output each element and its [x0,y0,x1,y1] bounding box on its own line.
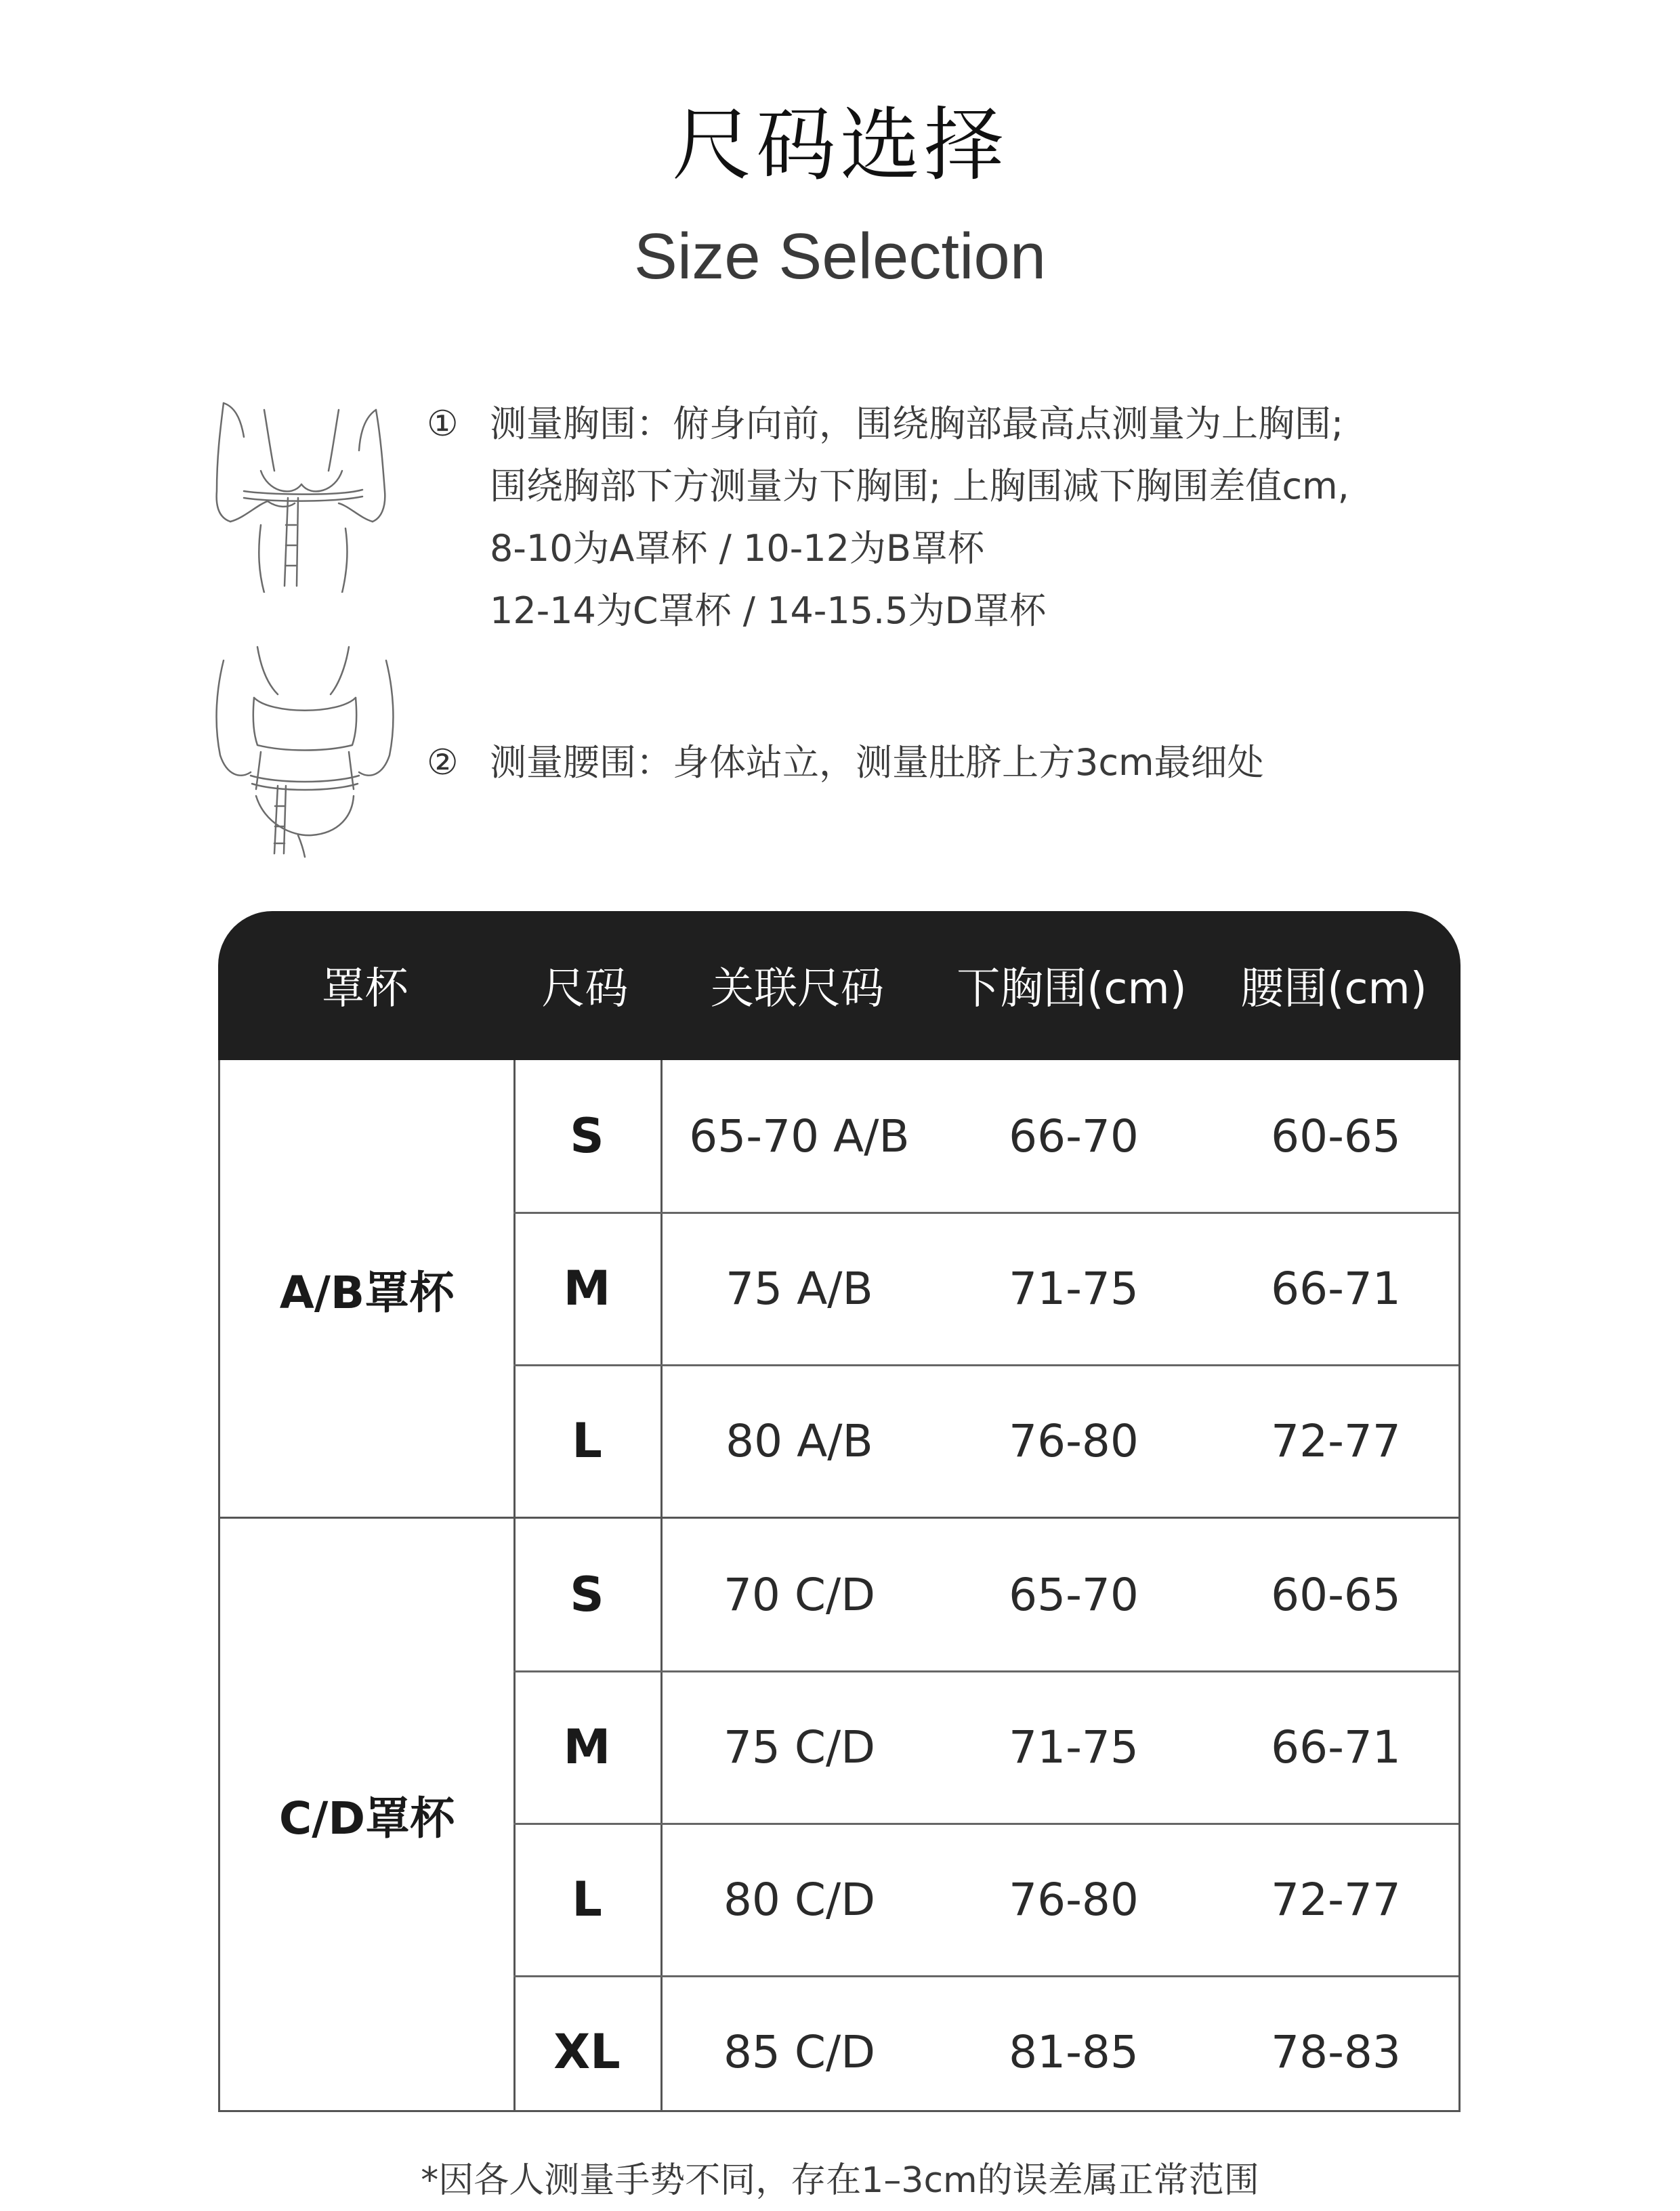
table-row [220,1671,1458,1824]
size-cell: S [570,1567,604,1622]
step-2-line: 测量腰围：身体站立，测量肚脐上方3cm最细处 [490,741,1264,784]
size-cell: L [572,1413,602,1469]
underbust-cell: 66-70 [1009,1110,1139,1162]
underbust-cell: 76-80 [1009,1874,1139,1926]
related-cell: 75 C/D [723,1721,876,1773]
table-body [218,1060,1461,2112]
size-cell: L [572,1872,602,1927]
step-1-line: 围绕胸部下方测量为下胸围; 上胸围减下胸围差值cm, [490,465,1349,507]
size-cell: M [563,1261,611,1316]
waist-cell: 72-77 [1271,1415,1401,1467]
waist-cell: 72-77 [1271,1874,1401,1926]
table-header [218,911,1461,1060]
table-row [220,1365,1458,1517]
group-label: A/B罩杯 [279,1267,455,1319]
size-table [218,911,1461,2112]
underbust-cell: 81-85 [1009,2026,1139,2078]
bust-measurement-illustration [203,389,406,593]
header-size: 尺码 [541,964,629,1014]
size-cell: M [563,1719,611,1775]
step-1-line: 测量胸围：俯身向前，围绕胸部最高点测量为上胸围; [490,402,1344,445]
underbust-cell: 76-80 [1009,1415,1139,1467]
header-underbust: 下胸围(cm) [957,964,1187,1014]
underbust-cell: 71-75 [1009,1721,1139,1773]
related-cell: 80 A/B [726,1415,873,1467]
step-1-number: ① [427,404,459,444]
waist-cell: 78-83 [1271,2026,1401,2078]
group-label: C/D罩杯 [278,1792,455,1845]
table-row [220,1519,1458,1671]
group-cd [220,1519,1458,2110]
table-row [220,1213,1458,1365]
underbust-cell: 65-70 [1009,1569,1139,1621]
table-row [220,1976,1458,2128]
step-1-text [490,393,1349,642]
related-cell: 80 C/D [723,1874,876,1926]
size-cell: S [570,1108,604,1164]
waist-cell: 60-65 [1271,1569,1401,1621]
waist-cell: 60-65 [1271,1110,1401,1162]
waist-cell: 66-71 [1271,1263,1401,1315]
step-1-line: 8-10为A罩杯 / 10-12为B罩杯 [490,527,984,570]
related-cell: 75 A/B [726,1263,873,1315]
underbust-cell: 71-75 [1009,1263,1139,1315]
footnote: *因各人测量手势不同，存在1–3cm的误差属正常范围 [421,2160,1259,2201]
step-2-text [490,732,1264,794]
related-cell: 65-70 A/B [689,1110,910,1162]
step-2-number: ② [427,742,459,783]
header-related-size: 关联尺码 [711,964,884,1014]
size-cell: XL [553,2024,621,2080]
group-ab [220,1060,1458,1517]
related-cell: 70 C/D [723,1569,876,1621]
step-1-line: 12-14为C罩杯 / 14-15.5为D罩杯 [490,589,1047,632]
table-row [220,1060,1458,1213]
header-waist: 腰围(cm) [1240,964,1427,1014]
waist-measurement-illustration [203,633,406,860]
waist-cell: 66-71 [1271,1721,1401,1773]
table-row [220,1824,1458,1976]
page-title: 尺码选择 [671,98,1008,192]
page-subtitle: Size Selection [633,220,1047,293]
header-cup: 罩杯 [321,964,408,1014]
related-cell: 85 C/D [723,2026,876,2078]
